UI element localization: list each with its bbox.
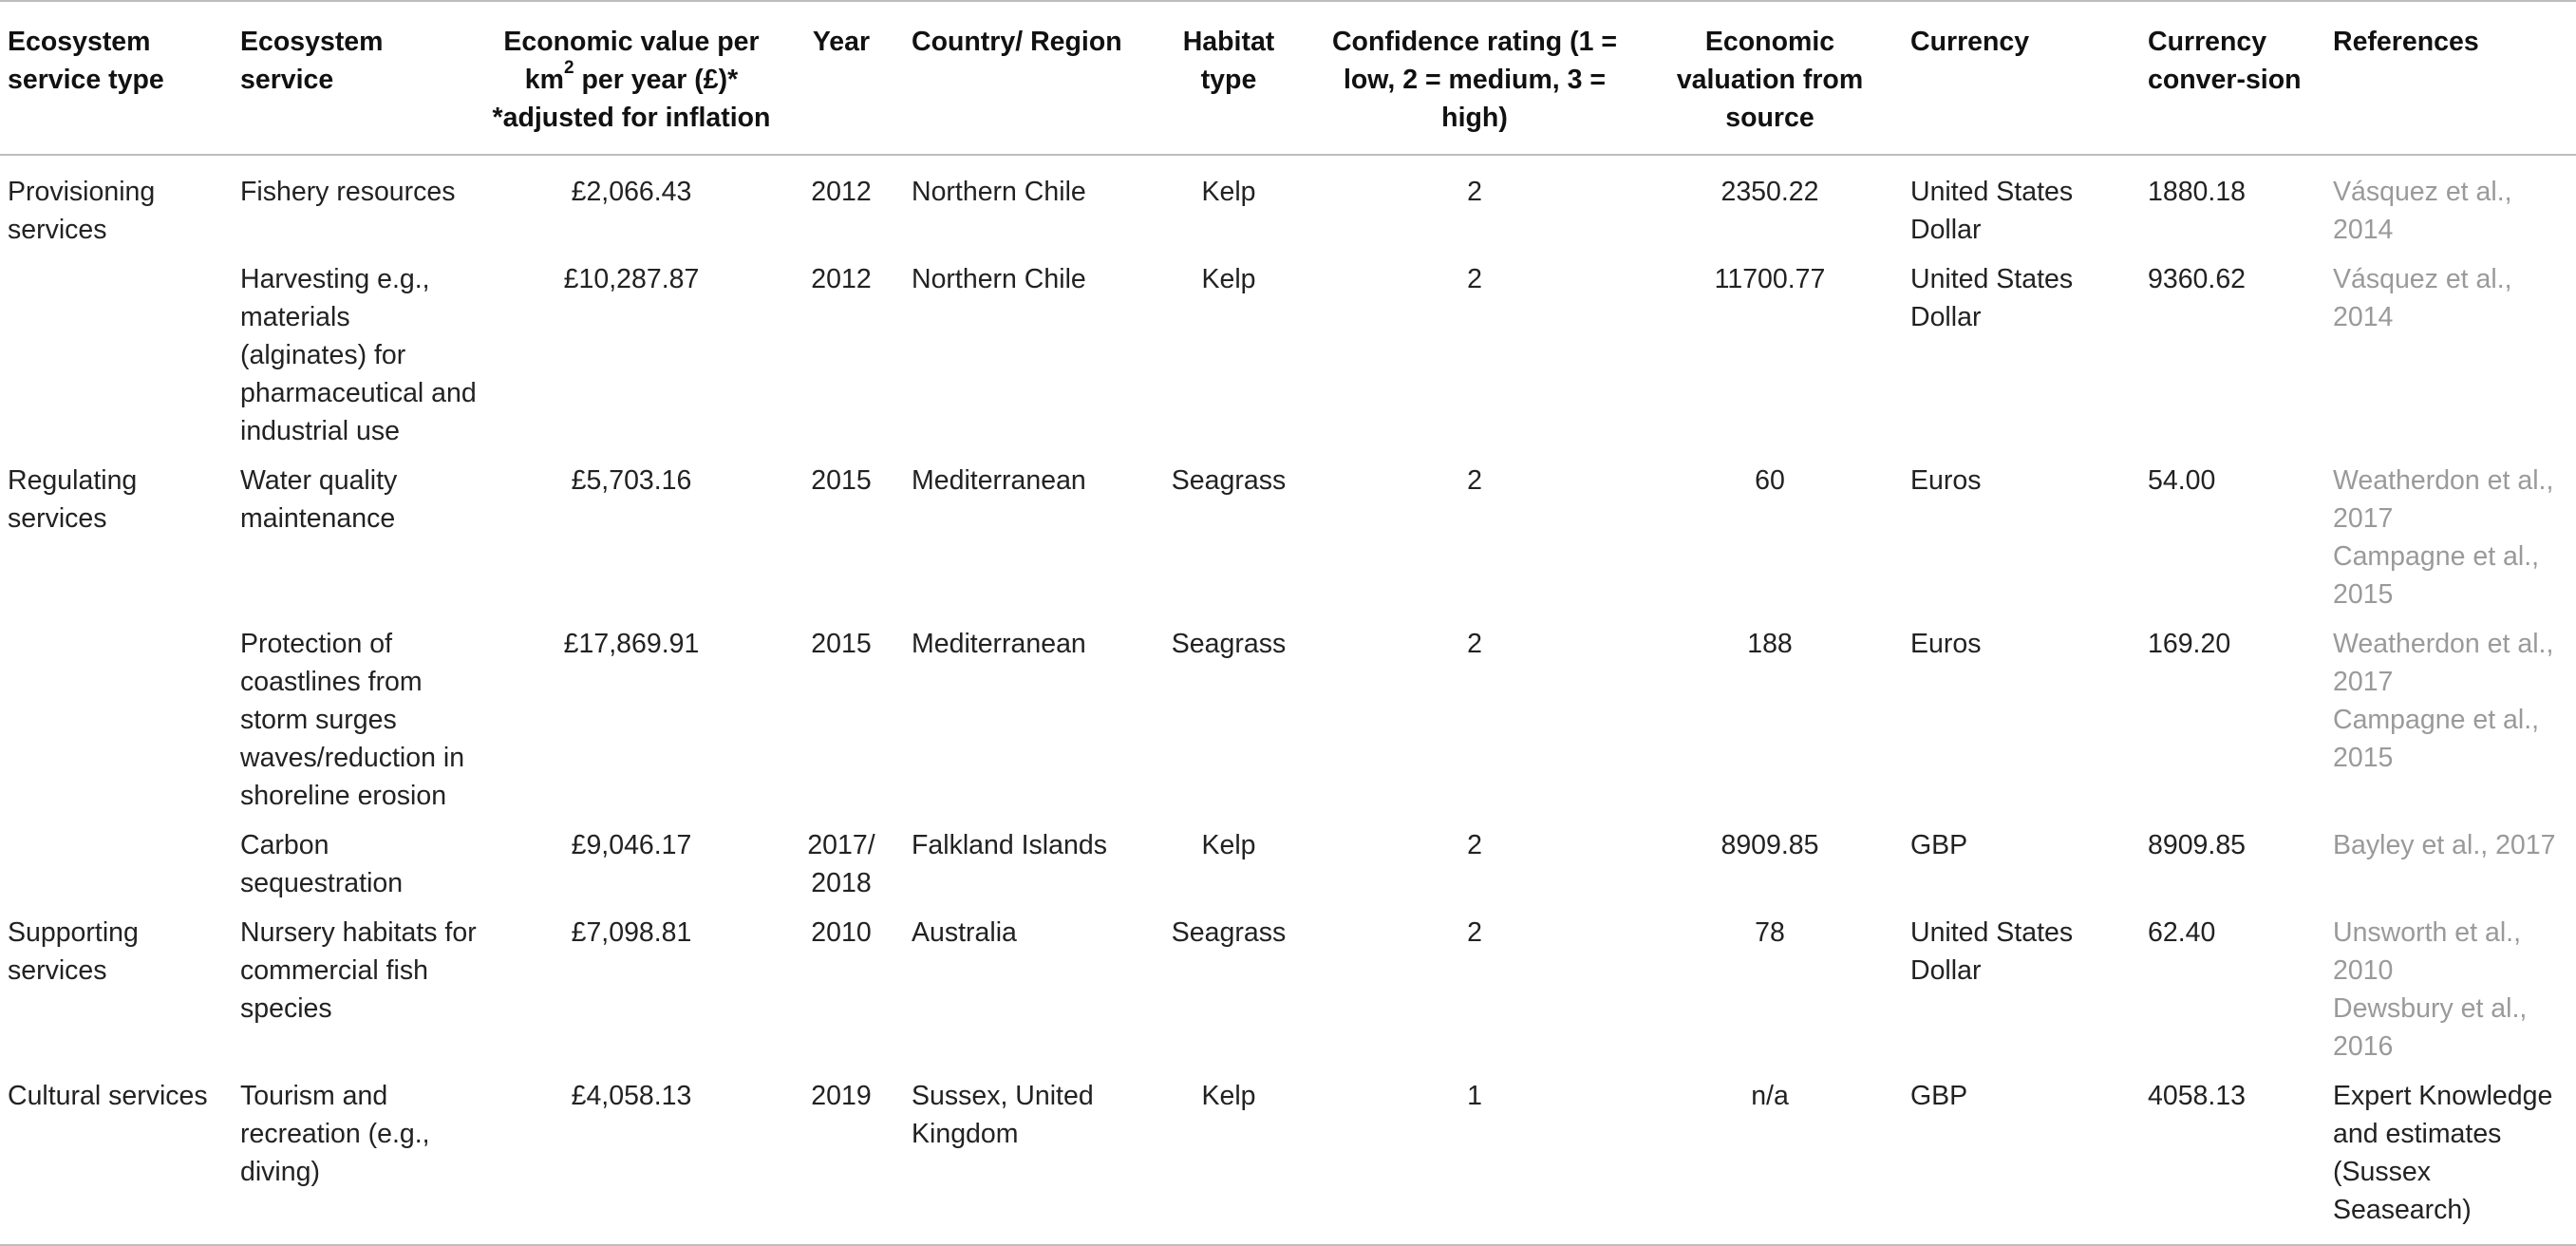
cell-service: Carbon sequestration [240, 830, 404, 898]
cell-economic-value: £5,703.16 [571, 465, 692, 496]
cell-confidence: 2 [1467, 177, 1482, 207]
cell-confidence: 2 [1467, 465, 1482, 496]
cell-valuation: 188 [1747, 629, 1793, 659]
cell-currency: United States Dollar [1910, 264, 2074, 332]
cell-habitat: Kelp [1201, 177, 1256, 207]
cell-habitat: Seagrass [1171, 465, 1287, 496]
cell-references [2325, 908, 2576, 1071]
reference-link[interactable]: Unsworth et al., 2010 [2333, 917, 2521, 986]
cell-currency: United States Dollar [1910, 177, 2074, 245]
cell-service: Water quality maintenance [240, 465, 398, 534]
cell-valuation: 60 [1755, 465, 1785, 496]
cell-country: Northern Chile [912, 177, 1086, 207]
table-row [0, 619, 2576, 821]
cell-service-type [0, 619, 233, 821]
header-service-type: Ecosystem service type [0, 1, 233, 155]
cell-references [2325, 619, 2576, 821]
table-row [0, 456, 2576, 619]
cell-conversion: 54.00 [2148, 465, 2216, 496]
cell-service: Nursery habitats for commercial fish species [240, 917, 477, 1024]
cell-valuation: 2350.22 [1720, 177, 1819, 207]
header-year: Year [779, 1, 904, 155]
table-row [0, 1071, 2576, 1245]
header-valuation: Economic valuation from source [1637, 1, 1903, 155]
cell-country: Mediterranean [912, 629, 1086, 659]
cell-year: 2019 [779, 1071, 904, 1245]
header-country: Country/ Region [904, 1, 1145, 155]
cell-references [2325, 456, 2576, 619]
cell-confidence: 2 [1467, 917, 1482, 948]
cell-confidence: 2 [1467, 264, 1482, 294]
cell-economic-value: £10,287.87 [563, 264, 700, 294]
cell-service-type [0, 821, 233, 908]
header-confidence: Confidence rating (1 = low, 2 = medium, 3 = high) [1312, 1, 1637, 155]
cell-service: Tourism and recreation (e.g., diving) [233, 1071, 484, 1245]
cell-economic-value: £4,058.13 [484, 1071, 779, 1245]
cell-habitat: Seagrass [1171, 917, 1287, 948]
header-service: Ecosystem service [233, 1, 484, 155]
reference-link[interactable]: Campagne et al., 2015 [2333, 541, 2540, 610]
cell-economic-value: £9,046.17 [571, 830, 692, 860]
cell-confidence: 1 [1312, 1071, 1637, 1245]
cell-currency: GBP [1910, 830, 1968, 860]
cell-valuation: n/a [1637, 1071, 1903, 1245]
reference-link[interactable]: Campagne et al., 2015 [2333, 705, 2540, 773]
cell-country: Northern Chile [912, 264, 1086, 294]
cell-currency: United States Dollar [1910, 917, 2074, 986]
header-row [0, 1, 2576, 155]
header-habitat: Habitat type [1145, 1, 1312, 155]
cell-currency: GBP [1903, 1071, 2140, 1245]
cell-service-type: Provisioning services [8, 177, 156, 245]
cell-year: 2015 [811, 465, 872, 496]
cell-conversion: 8909.85 [2148, 830, 2247, 860]
cell-service-type: Cultural services [0, 1071, 233, 1245]
table-row [0, 155, 2576, 255]
cell-habitat: Kelp [1201, 830, 1256, 860]
cell-conversion: 1880.18 [2148, 177, 2247, 207]
cell-year: 2012 [811, 264, 872, 294]
reference-link[interactable]: Weatherdon et al., 2017 [2333, 465, 2554, 534]
cell-service-type [0, 255, 233, 456]
cell-conversion: 9360.62 [2148, 264, 2247, 294]
cell-currency: Euros [1910, 465, 1982, 496]
cell-confidence: 2 [1467, 629, 1482, 659]
reference-link[interactable]: Vásquez et al., 2014 [2333, 177, 2512, 245]
cell-year: 2017/ 2018 [807, 830, 875, 898]
cell-service-type: Regulating services [8, 465, 138, 534]
cell-economic-value: £2,066.43 [571, 177, 692, 207]
header-references: References [2325, 1, 2576, 155]
cell-country: Sussex, United Kingdom [904, 1071, 1145, 1245]
cell-service: Protection of coastlines from storm surges waves/reduction in shoreline erosion [240, 629, 465, 811]
cell-valuation: 8909.85 [1720, 830, 1819, 860]
cell-references [2325, 255, 2576, 456]
table-row [0, 908, 2576, 1071]
cell-conversion: 169.20 [2148, 629, 2231, 659]
cell-currency: Euros [1910, 629, 1982, 659]
cell-service: Harvesting e.g., materials (alginates) for pharmaceutical and industrial use [240, 264, 477, 446]
cell-service: Fishery resources [240, 177, 456, 207]
cell-service-type: Supporting services [8, 917, 139, 986]
table-row [0, 255, 2576, 456]
reference-link[interactable]: Bayley et al., 2017 [2333, 830, 2556, 860]
header-currency: Currency [1903, 1, 2140, 155]
reference-text: Expert Knowledge and estimates (Sussex Seasearch) [2333, 1081, 2553, 1225]
header-economic-value [484, 1, 779, 155]
cell-country: Falkland Islands [912, 830, 1107, 860]
cell-habitat: Seagrass [1171, 629, 1287, 659]
table-row [0, 821, 2576, 908]
header-economic-value-post: per year (£)* *adjusted for inflation [492, 65, 771, 133]
cell-habitat: Kelp [1145, 1071, 1312, 1245]
header-economic-value-sup: 2 [563, 58, 574, 78]
cell-references [2325, 821, 2576, 908]
cell-year: 2015 [811, 629, 872, 659]
cell-year: 2012 [811, 177, 872, 207]
cell-references [2325, 155, 2576, 255]
cell-country: Australia [912, 917, 1017, 948]
table-body [0, 155, 2576, 1245]
cell-valuation: 11700.77 [1714, 264, 1826, 294]
reference-link[interactable]: Dewsbury et al., 2016 [2333, 993, 2528, 1062]
cell-confidence: 2 [1467, 830, 1482, 860]
header-conversion: Currency conver-sion [2140, 1, 2325, 155]
cell-habitat: Kelp [1201, 264, 1256, 294]
reference-link[interactable]: Weatherdon et al., 2017 [2333, 629, 2554, 697]
header-economic-value-pre: Economic value per km [503, 27, 760, 95]
cell-economic-value: £7,098.81 [571, 917, 692, 948]
cell-year: 2010 [811, 917, 872, 948]
reference-link[interactable]: Vásquez et al., 2014 [2333, 264, 2512, 332]
cell-references [2325, 1071, 2576, 1245]
cell-conversion: 4058.13 [2140, 1071, 2325, 1245]
cell-conversion: 62.40 [2148, 917, 2216, 948]
cell-economic-value: £17,869.91 [563, 629, 700, 659]
cell-country: Mediterranean [912, 465, 1086, 496]
cell-valuation: 78 [1755, 917, 1785, 948]
